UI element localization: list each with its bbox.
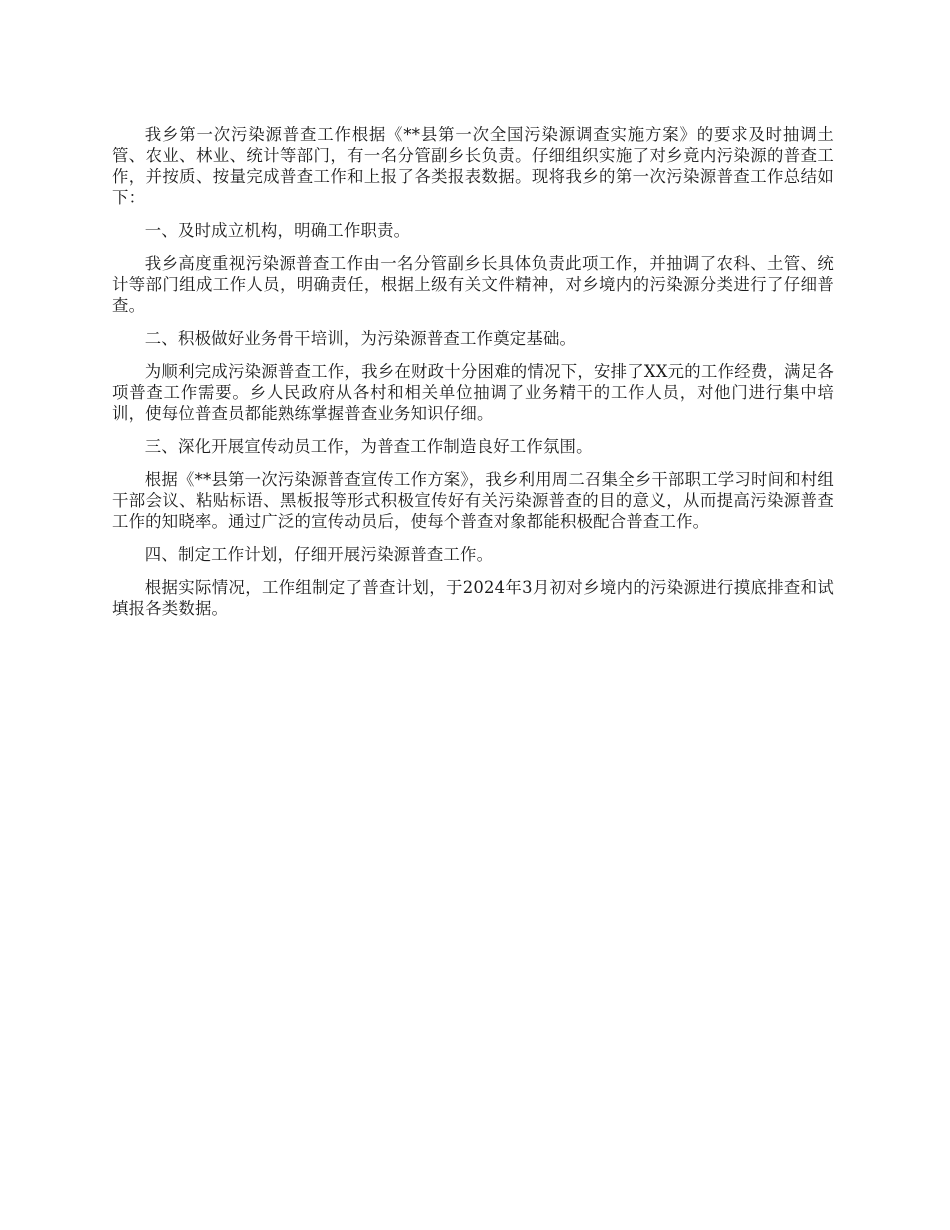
section-heading-4: 四、制定工作计划，仔细开展污染源普查工作。 — [144, 545, 494, 564]
document-page — [112, 124, 834, 631]
section-4-paragraph: 根据实际情况，工作组制定了普查计划，于2024年3月初对乡境内的污染源进行摸底排查和试填报各类数据。 — [112, 578, 834, 618]
intro-paragraph: 我乡第一次污染源普查工作根据《**县第一次全国污染源调查实施方案》的要求及时抽调土管、农业、林业、统计等部门，有一名分管副乡长负责。仔细组织实施了对乡竟内污染源的普查工作，并按质、按量完成普查工作和上报了各类报表数据。现将我乡的第一次污染源普查工作总结如下： — [112, 125, 834, 207]
section-heading-2: 二、积极做好业务骨干培训，为污染源普查工作奠定基础。 — [144, 329, 577, 348]
section-1-paragraph: 我乡高度重视污染源普查工作由一名分管副乡长具体负责此项工作，并抽调了农科、土管、统计等部门组成工作人员，明确责任，根据上级有关文件精神，对乡境内的污染源分类进行了仔细普查。 — [112, 254, 834, 315]
section-3-paragraph: 根据《**县第一次污染源普查宣传工作方案》，我乡利用周二召集全乡干部职工学习时间和村组干部会议、粘贴标语、黑板报等形式积极宣传好有关污染源普查的目的意义，从而提高污染源普查工作的知晓率。通过广泛的宣传动员后，使每个普查对象都能积极配合普查工作。 — [112, 470, 834, 531]
section-2-paragraph: 为顺利完成污染源普查工作，我乡在财政十分困难的情况下，安排了XX元的工作经费，满足各项普查工作需要。乡人民政府从各村和相关单位抽调了业务精干的工作人员，对他门进行集中培训，使每位普查员都能熟练掌握普查业务知识仔细。 — [112, 362, 834, 423]
section-heading-3: 三、深化开展宣传动员工作，为普查工作制造良好工作氛围。 — [144, 437, 593, 456]
section-heading-1: 一、及时成立机构，明确工作职责。 — [144, 221, 411, 240]
